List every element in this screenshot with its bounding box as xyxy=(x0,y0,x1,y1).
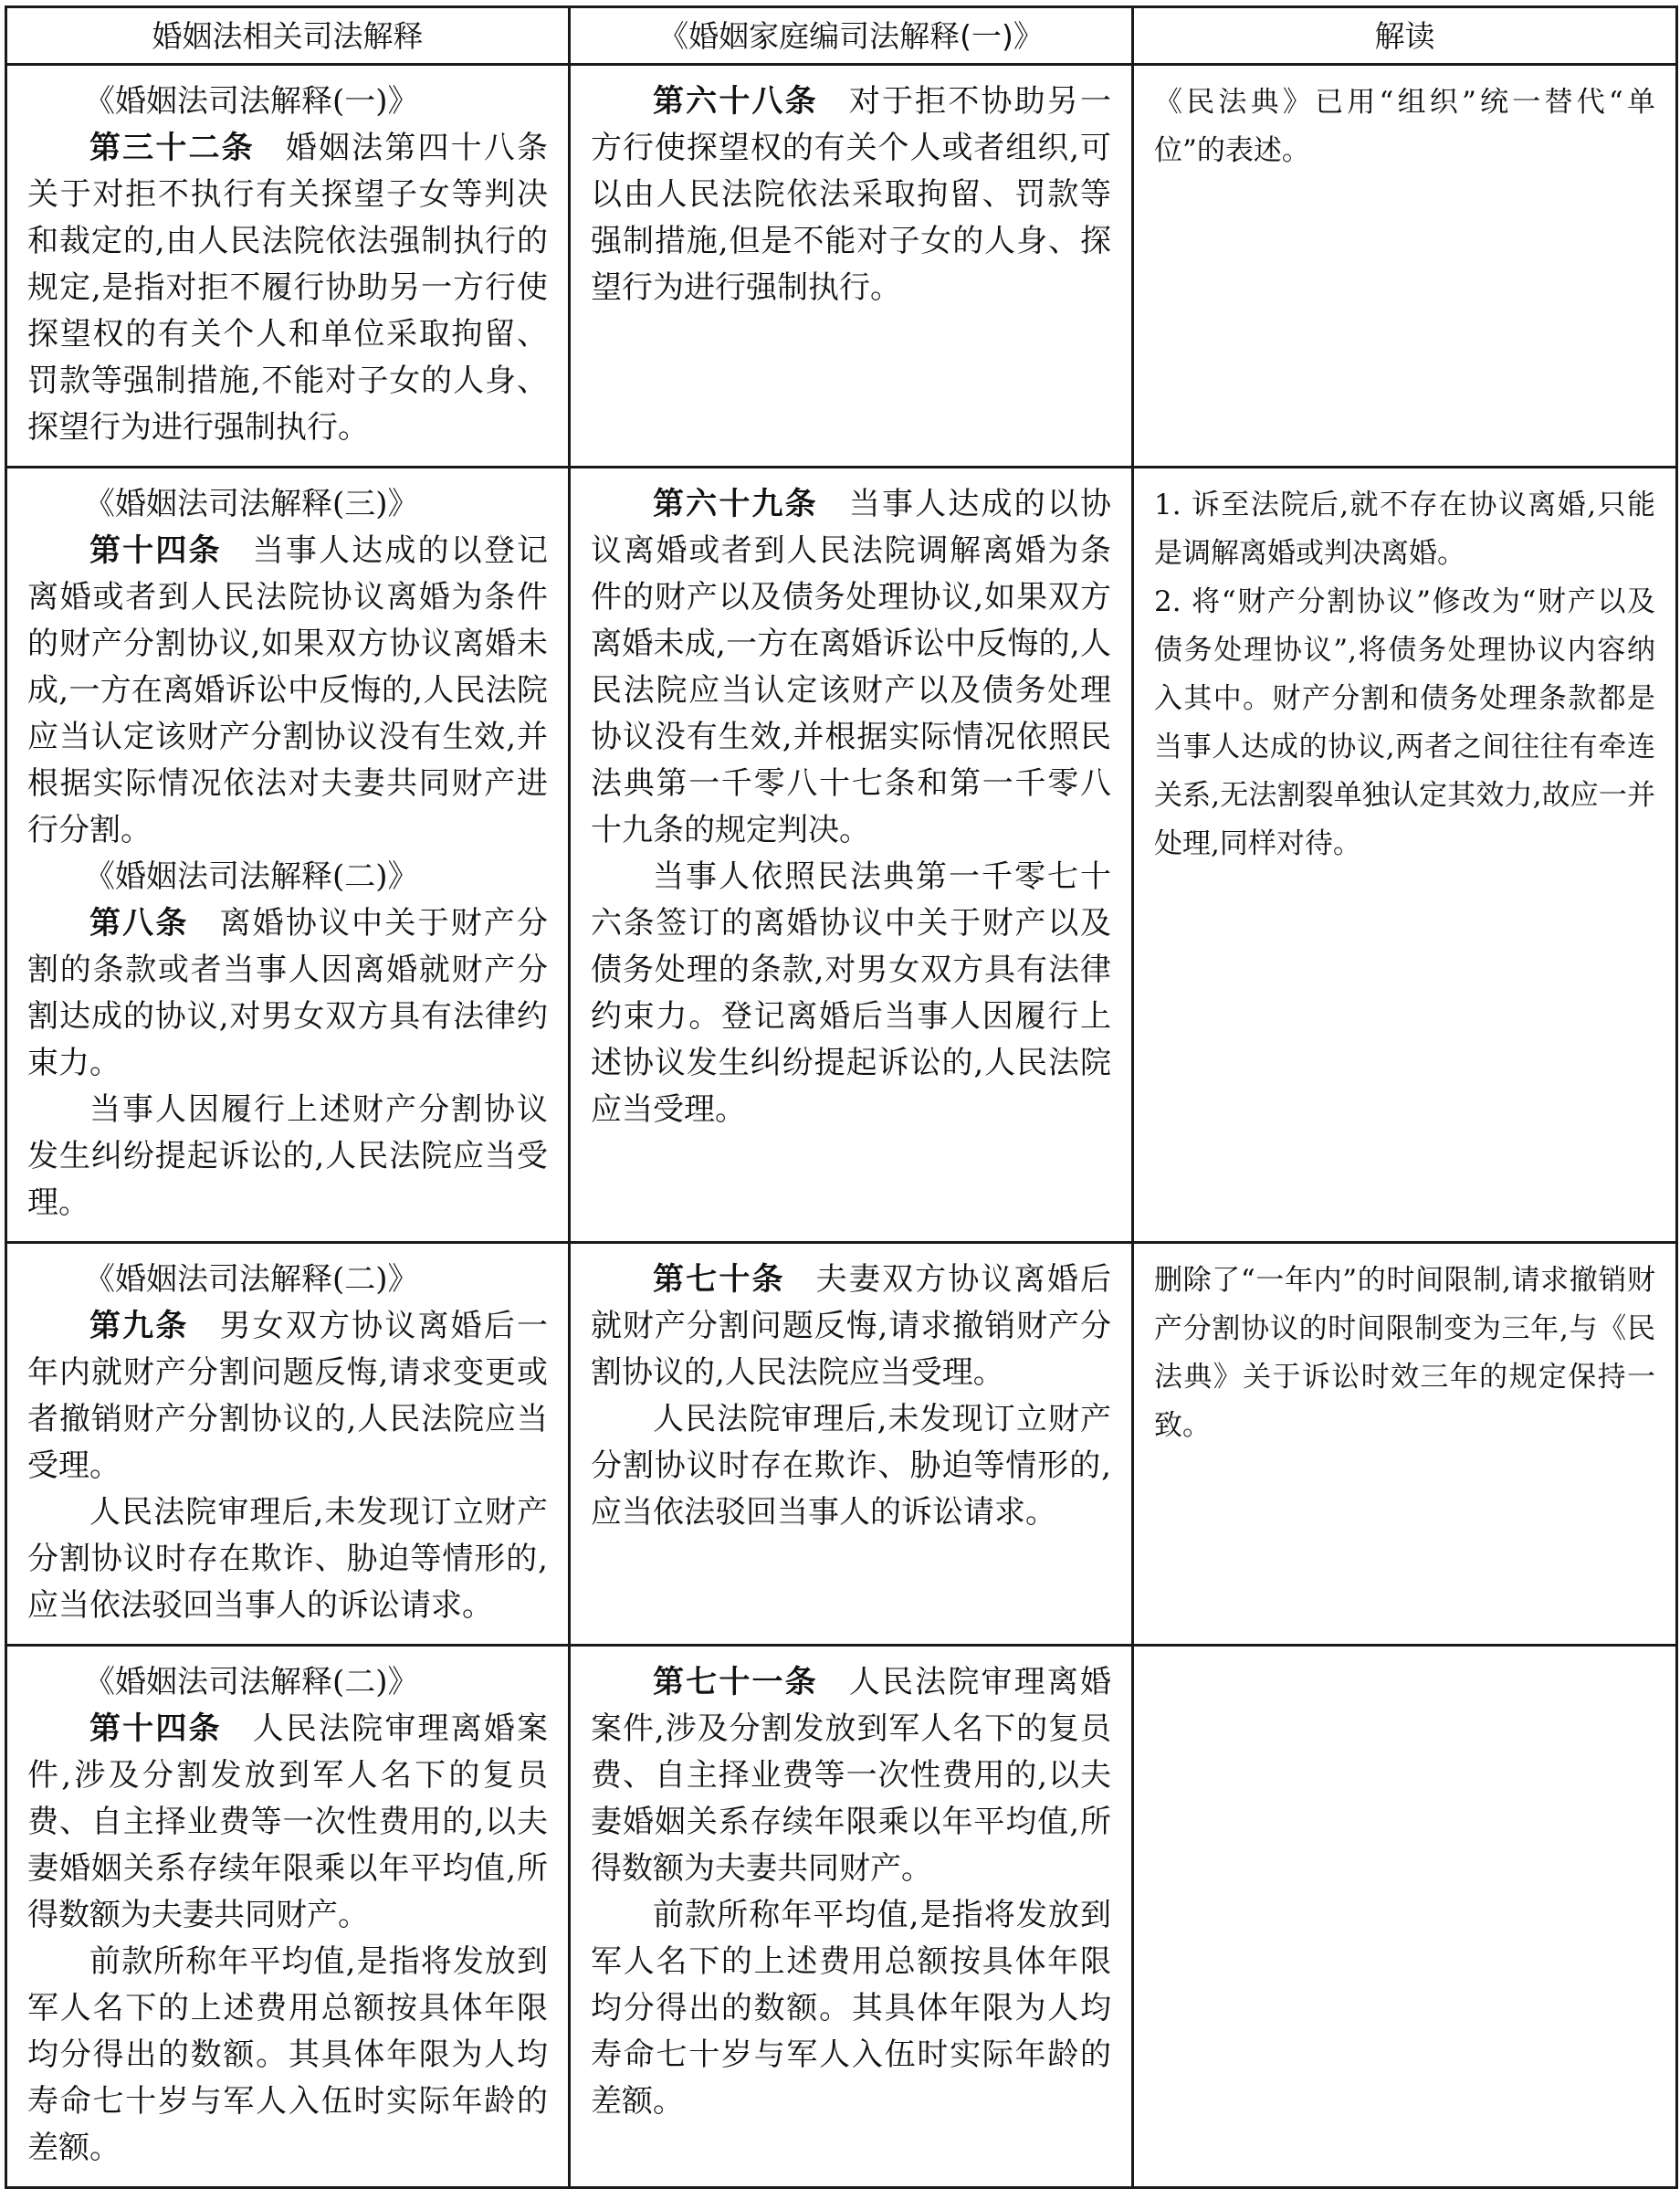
article-number: 第八条 xyxy=(89,905,189,942)
old-provision-paragraph xyxy=(27,1303,548,1489)
provision-text: 对于拒不协助另一方行使探望权的有关个人或者组织,可以由人民法院依法采取拘留、罚款等强制措施,但是不能对子女的人身、探望行为进行强制执行。 xyxy=(591,83,1112,306)
old-provision-paragraph: 前款所称年平均值,是指将发放到军人名下的上述费用总额按具体年限均分得出的数额。其具体年限为人均寿命七十岁与军人入伍时实际年龄的差额。 xyxy=(27,1943,548,2166)
provision-text: 人民法院审理离婚案件,涉及分割发放到军人名下的复员费、自主择业费等一次性费用的,以夫妻婚姻关系存续年限乘以年平均值,所得数额为夫妻共同财产。 xyxy=(27,1710,549,1933)
article-number: 第七十条 xyxy=(653,1261,785,1298)
article-number: 第九条 xyxy=(89,1308,189,1344)
source-title: 《婚姻法司法解释(二)》 xyxy=(84,1664,419,1700)
notes-cell xyxy=(1133,1243,1677,1646)
header-row xyxy=(6,7,1677,65)
provision-text: 离婚协议中关于财产分割的条款或者当事人因离婚就财产分割达成的协议,对男女双方具有法律约束力。 xyxy=(27,905,548,1081)
old-provision-paragraph xyxy=(27,1706,548,1939)
old-provision-cell xyxy=(6,1243,570,1646)
table-row xyxy=(6,1243,1677,1646)
source-title: 《婚姻法司法解释(一)》 xyxy=(84,83,419,120)
article-number: 第七十一条 xyxy=(653,1664,818,1700)
article-number: 第六十九条 xyxy=(653,486,818,522)
notes-cell xyxy=(1133,65,1677,468)
source-title: 《婚姻法司法解释(二)》 xyxy=(84,858,419,895)
provision-text: 夫妻双方协议离婚后就财产分割问题反悔,请求撤销财产分割协议的,人民法院应当受理。 xyxy=(591,1261,1112,1391)
old-provision-paragraph: 人民法院审理后,未发现订立财产分割协议时存在欺诈、胁迫等情形的,应当依法驳回当事人的诉讼请求。 xyxy=(27,1494,548,1624)
provision-text: 男女双方协议离婚后一年内就财产分割问题反悔,请求变更或者撤销财产分割协议的,人民法院应当受理。 xyxy=(27,1308,548,1484)
table-row xyxy=(6,1646,1677,2188)
provision-text: 当事人达成的以登记离婚或者到人民法院协议离婚为条件的财产分割协议,如果双方协议离婚未成,一方在离婚诉讼中反悔的,人民法院应当认定该财产分割协议没有生效,并根据实际情况依法对夫妻共同财产进行分割。 xyxy=(27,532,549,848)
header-col-notes: 解读 xyxy=(1133,7,1677,65)
old-provision-paragraph: 当事人因履行上述财产分割协议发生纠纷提起诉讼的,人民法院应当受理。 xyxy=(27,1091,548,1221)
comparison-table xyxy=(5,5,1678,2189)
new-provision-paragraph: 人民法院审理后,未发现订立财产分割协议时存在欺诈、胁迫等情形的,应当依法驳回当事人的诉讼请求。 xyxy=(591,1401,1111,1531)
old-provision-paragraph xyxy=(27,125,548,451)
article-number: 第十四条 xyxy=(89,1710,222,1747)
new-provision-cell xyxy=(570,65,1133,468)
new-provision-paragraph: 当事人依照民法典第一千零七十六条签订的离婚协议中关于财产以及债务处理的条款,对男女双方具有法律约束力。登记离婚后当事人因履行上述协议发生纠纷提起诉讼的,人民法院应当受理。 xyxy=(591,858,1111,1128)
notes-cell xyxy=(1133,468,1677,1243)
notes-cell xyxy=(1133,1646,1677,2188)
header-col-new: 《婚姻家庭编司法解释(一)》 xyxy=(570,7,1133,65)
source-title: 《婚姻法司法解释(三)》 xyxy=(84,486,419,522)
new-provision-paragraph: 前款所称年平均值,是指将发放到军人名下的上述费用总额按具体年限均分得出的数额。其具体年限为人均寿命七十岁与军人入伍时实际年龄的差额。 xyxy=(591,1897,1111,2120)
source-title: 《婚姻法司法解释(二)》 xyxy=(84,1261,419,1298)
old-provision-cell xyxy=(6,1646,570,2188)
old-provision-paragraph xyxy=(27,900,548,1087)
article-number: 第三十二条 xyxy=(89,130,255,166)
provision-text: 婚姻法第四十八条关于对拒不执行有关探望子女等判决和裁定的,由人民法院依法强制执行的规定,是指对拒不履行协助另一方行使探望权的有关个人和单位采取拘留、罚款等强制措施,不能对子女的人身、探望行为进行强制执行。 xyxy=(27,130,549,446)
note-paragraph: 2. 将“财产分割协议”修改为“财产以及债务处理协议”,将债务处理协议内容纳入其中。财产分割和债务处理条款都是当事人达成的协议,两者之间往往有牵连关系,无法割裂单独认定其效力,故应一并处理,同样对待。 xyxy=(1154,585,1655,860)
note-paragraph: 《民法典》已用“组织”统一替代“单位”的表述。 xyxy=(1154,86,1655,167)
new-provision-paragraph xyxy=(591,481,1111,854)
note-paragraph: 1. 诉至法院后,就不存在协议离婚,只能是调解离婚或判决离婚。 xyxy=(1154,489,1655,570)
new-provision-cell xyxy=(570,468,1133,1243)
old-provision-cell xyxy=(6,468,570,1243)
new-provision-paragraph xyxy=(591,79,1111,311)
new-provision-paragraph xyxy=(591,1257,1111,1396)
new-provision-cell xyxy=(570,1243,1133,1646)
old-provision-paragraph xyxy=(27,528,548,854)
provision-text: 人民法院审理离婚案件,涉及分割发放到军人名下的复员费、自主择业费等一次性费用的,以夫妻婚姻关系存续年限乘以年平均值,所得数额为夫妻共同财产。 xyxy=(591,1664,1112,1887)
new-provision-cell xyxy=(570,1646,1133,2188)
table-row xyxy=(6,468,1677,1243)
article-number: 第六十八条 xyxy=(653,83,818,120)
note-paragraph: 删除了“一年内”的时间限制,请求撤销财产分割协议的时间限制变为三年,与《民法典》关于诉讼时效三年的规定保持一致。 xyxy=(1154,1264,1655,1442)
new-provision-paragraph xyxy=(591,1659,1111,1892)
article-number: 第十四条 xyxy=(89,532,222,569)
table-row xyxy=(6,65,1677,468)
provision-text: 当事人达成的以协议离婚或者到人民法院调解离婚为条件的财产以及债务处理协议,如果双方离婚未成,一方在离婚诉讼中反悔的,人民法院应当认定该财产以及债务处理协议没有生效,并根据实际情况依照民法典第一千零八十七条和第一千零八十九条的规定判决。 xyxy=(591,486,1112,848)
old-provision-cell xyxy=(6,65,570,468)
header-col-old: 婚姻法相关司法解释 xyxy=(6,7,570,65)
